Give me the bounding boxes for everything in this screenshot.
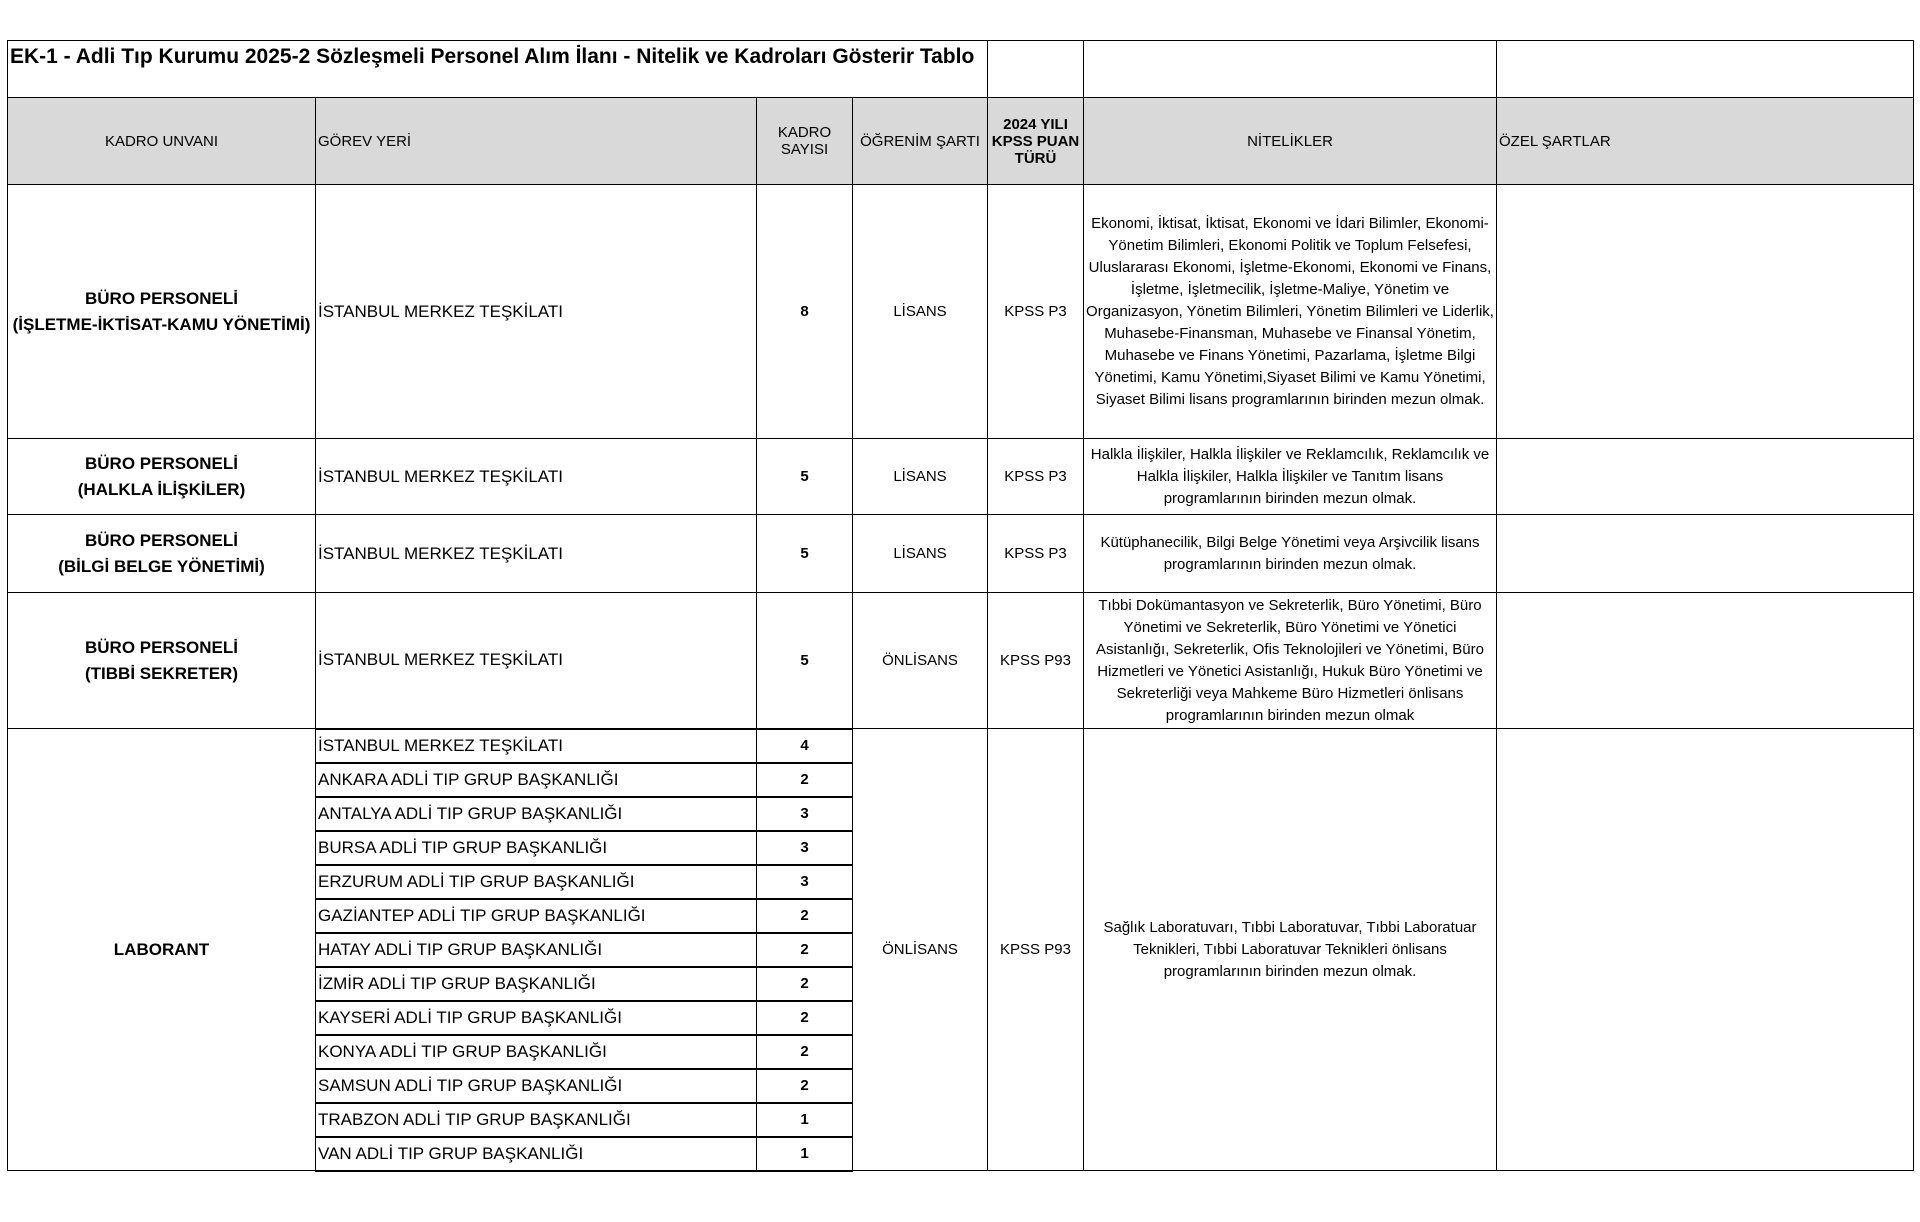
ogrenim-sarti-cell: LİSANS <box>853 515 988 593</box>
ogrenim-sarti-cell: LİSANS <box>853 185 988 439</box>
empty-cell <box>988 41 1084 98</box>
kpss-cell: KPSS P3 <box>988 185 1084 439</box>
empty-cell <box>1497 41 1914 98</box>
gorev-yeri-cell: ERZURUM ADLİ TIP GRUP BAŞKANLIĞI <box>316 865 757 899</box>
kadro-sayisi-cell: 2 <box>757 1001 853 1035</box>
kadro-unvani-line2: (BİLGİ BELGE YÖNETİMİ) <box>58 556 265 576</box>
nitelikler-cell: Ekonomi, İktisat, İktisat, Ekonomi ve İdari Bilimler, Ekonomi-Yönetim Bilimleri, Ekonomi Politik ve Toplum Felsefesi, Uluslararası Ekonomi, İşletme-Ekonomi, Ekonomi ve Finans, İşletme, İşletmecilik, İşletme-Maliye, Yönetim ve Organizasyon, Yönetim Bilimleri, Yönetim Bilimleri ve Liderlik, Muhasebe-Finansman, Muhasebe ve Finansal Yönetim, Muhasebe ve Finans Yönetimi, Pazarlama, İşletme Bilgi Yönetimi, Kamu Yönetimi,Siyaset Bilimi ve Kamu Yönetimi, Siyaset Bilimi lisans programlarının birinden mezun olmak. <box>1084 185 1497 439</box>
header-kpss-line3: TÜRÜ <box>1014 149 1057 167</box>
kadro-unvani-cell <box>8 593 316 729</box>
ozel-sartlar-cell <box>1497 729 1914 1171</box>
kpss-cell: KPSS P3 <box>988 515 1084 593</box>
header-ogrenim-sarti: ÖĞRENİM ŞARTI <box>853 98 988 185</box>
kadro-sayisi-cell: 5 <box>757 439 853 515</box>
ozel-sartlar-cell <box>1497 593 1914 729</box>
kadro-unvani-line2: (İŞLETME-İKTİSAT-KAMU YÖNETİMİ) <box>12 314 311 334</box>
ozel-sartlar-cell <box>1497 515 1914 593</box>
title-row <box>8 41 1914 98</box>
gorev-yeri-cell: ANTALYA ADLİ TIP GRUP BAŞKANLIĞI <box>316 797 757 831</box>
kadro-sayisi-cell: 2 <box>757 763 853 797</box>
ogrenim-sarti-cell: LİSANS <box>853 439 988 515</box>
kadro-sayisi-cell: 3 <box>757 797 853 831</box>
header-kpss <box>988 98 1084 185</box>
kadro-unvani-line1: BÜRO PERSONELİ <box>84 637 239 657</box>
kadro-unvani-line1: BÜRO PERSONELİ <box>84 453 239 473</box>
table-row <box>8 729 1914 763</box>
nitelikler-cell: Kütüphanecilik, Bilgi Belge Yönetimi veya Arşivcilik lisans programlarının birinden mezun olmak. <box>1084 515 1497 593</box>
kadro-sayisi-cell: 2 <box>757 933 853 967</box>
personnel-table <box>7 40 1914 1172</box>
ozel-sartlar-cell <box>1497 185 1914 439</box>
ogrenim-sarti-cell: ÖNLİSANS <box>853 729 988 1171</box>
header-kadro-sayisi-line1: KADRO <box>777 124 832 141</box>
kadro-unvani-line1: BÜRO PERSONELİ <box>84 530 239 550</box>
nitelikler-cell: Sağlık Laboratuvarı, Tıbbi Laboratuvar, Tıbbi Laboratuar Teknikleri, Tıbbi Laboratuvar Teknikleri önlisans programlarının birinden mezun olmak. <box>1084 729 1497 1171</box>
kadro-unvani-cell <box>8 439 316 515</box>
gorev-yeri-cell: BURSA ADLİ TIP GRUP BAŞKANLIĞI <box>316 831 757 865</box>
kpss-cell: KPSS P3 <box>988 439 1084 515</box>
table-row <box>8 439 1914 515</box>
header-kadro-sayisi-line2: SAYISI <box>780 141 829 158</box>
header-ozel-sartlar: ÖZEL ŞARTLAR <box>1497 98 1914 185</box>
kadro-unvani-cell: LABORANT <box>8 729 316 1171</box>
header-kadro-sayisi <box>757 98 853 185</box>
kadro-sayisi-cell: 2 <box>757 1069 853 1103</box>
gorev-yeri-cell: HATAY ADLİ TIP GRUP BAŞKANLIĞI <box>316 933 757 967</box>
header-nitelikler: NİTELİKLER <box>1084 98 1497 185</box>
header-kpss-line2: KPSS PUAN <box>991 132 1080 150</box>
kadro-sayisi-cell: 5 <box>757 593 853 729</box>
kadro-sayisi-cell: 2 <box>757 1035 853 1069</box>
kadro-unvani-line1: BÜRO PERSONELİ <box>84 288 239 308</box>
gorev-yeri-cell: VAN ADLİ TIP GRUP BAŞKANLIĞI <box>316 1137 757 1171</box>
gorev-yeri-cell: ANKARA ADLİ TIP GRUP BAŞKANLIĞI <box>316 763 757 797</box>
gorev-yeri-cell: İSTANBUL MERKEZ TEŞKİLATI <box>316 515 757 593</box>
nitelikler-cell: Tıbbi Dokümantasyon ve Sekreterlik, Büro Yönetimi, Büro Yönetimi ve Sekreterlik, Büro Yönetimi ve Yönetici Asistanlığı, Sekreterlik, Ofis Teknolojileri ve Yönetimi, Büro Hizmetleri ve Yönetici Asistanlığı, Hukuk Büro Yönetimi ve Sekreterliği veya Mahkeme Büro Hizmetleri önlisans programlarının birinden mezun olmak <box>1084 593 1497 729</box>
page-title: EK-1 - Adli Tıp Kurumu 2025-2 Sözleşmeli Personel Alım İlanı - Nitelik ve Kadroları Gösterir Tablo <box>8 41 988 98</box>
gorev-yeri-cell: TRABZON ADLİ TIP GRUP BAŞKANLIĞI <box>316 1103 757 1137</box>
kadro-sayisi-cell: 8 <box>757 185 853 439</box>
gorev-yeri-cell: İSTANBUL MERKEZ TEŞKİLATI <box>316 593 757 729</box>
header-row <box>8 98 1914 185</box>
kadro-sayisi-cell: 3 <box>757 831 853 865</box>
kadro-sayisi-cell: 2 <box>757 899 853 933</box>
kadro-sayisi-cell: 2 <box>757 967 853 1001</box>
header-kadro-unvani: KADRO UNVANI <box>8 98 316 185</box>
kadro-unvani-line2: (TIBBİ SEKRETER) <box>85 663 238 683</box>
gorev-yeri-cell: KAYSERİ ADLİ TIP GRUP BAŞKANLIĞI <box>316 1001 757 1035</box>
gorev-yeri-cell: KONYA ADLİ TIP GRUP BAŞKANLIĞI <box>316 1035 757 1069</box>
kadro-sayisi-cell: 4 <box>757 729 853 763</box>
nitelikler-cell: Halkla İlişkiler, Halkla İlişkiler ve Reklamcılık, Reklamcılık ve Halkla İlişkiler, Halkla İlişkiler ve Tanıtım lisans programlarının birinden mezun olmak. <box>1084 439 1497 515</box>
kadro-sayisi-cell: 1 <box>757 1103 853 1137</box>
kadro-sayisi-cell: 5 <box>757 515 853 593</box>
ozel-sartlar-cell <box>1497 439 1914 515</box>
header-gorev-yeri: GÖREV YERİ <box>316 98 757 185</box>
table-row <box>8 515 1914 593</box>
gorev-yeri-cell: İZMİR ADLİ TIP GRUP BAŞKANLIĞI <box>316 967 757 1001</box>
table-row <box>8 593 1914 729</box>
kadro-sayisi-cell: 3 <box>757 865 853 899</box>
gorev-yeri-cell: İSTANBUL MERKEZ TEŞKİLATI <box>316 729 757 763</box>
kadro-unvani-cell <box>8 185 316 439</box>
gorev-yeri-cell: İSTANBUL MERKEZ TEŞKİLATI <box>316 185 757 439</box>
gorev-yeri-cell: SAMSUN ADLİ TIP GRUP BAŞKANLIĞI <box>316 1069 757 1103</box>
gorev-yeri-cell: GAZİANTEP ADLİ TIP GRUP BAŞKANLIĞI <box>316 899 757 933</box>
empty-cell <box>1084 41 1497 98</box>
kadro-unvani-line2: (HALKLA İLİŞKİLER) <box>77 479 246 499</box>
kadro-unvani-cell <box>8 515 316 593</box>
kpss-cell: KPSS P93 <box>988 729 1084 1171</box>
kpss-cell: KPSS P93 <box>988 593 1084 729</box>
header-kpss-line1: 2024 YILI <box>1003 115 1068 133</box>
table-row <box>8 185 1914 439</box>
gorev-yeri-cell: İSTANBUL MERKEZ TEŞKİLATI <box>316 439 757 515</box>
kadro-sayisi-cell: 1 <box>757 1137 853 1171</box>
ogrenim-sarti-cell: ÖNLİSANS <box>853 593 988 729</box>
